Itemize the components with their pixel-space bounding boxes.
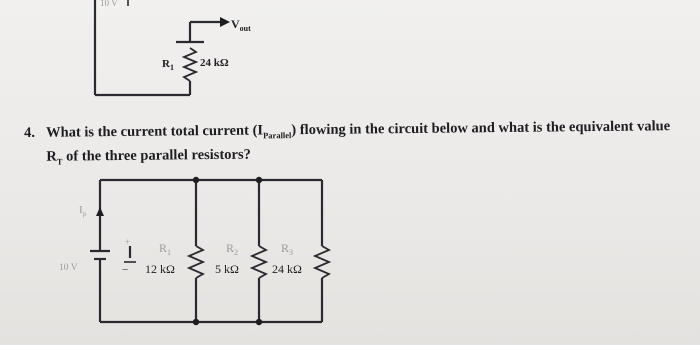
r1-top-value: 24 kΩ [200, 57, 229, 69]
top-node-1 [193, 177, 199, 183]
cropped-text: 10 V [100, 0, 118, 8]
current-arrow-icon [96, 207, 104, 216]
bottom-node-2 [256, 319, 262, 325]
resistor-r2 [252, 246, 266, 278]
top-circuit-fragment [95, 0, 251, 95]
r1-top-resistor [184, 48, 196, 81]
r1-top-label: $R_1$ [162, 58, 174, 72]
parallel-circuit [59, 177, 329, 325]
top-node-2 [256, 177, 262, 183]
bottom-node-1 [193, 319, 199, 325]
resistor-r3 [315, 246, 329, 278]
vout-arrow-icon [220, 17, 230, 27]
vout-label: $V_{out}$ [231, 17, 251, 33]
source-voltage-label: 10 V [59, 263, 78, 273]
resistor-r1 [189, 246, 203, 278]
r1-name: $R_1$ [159, 241, 172, 257]
r2-value: 5 kΩ [215, 262, 239, 276]
plus-sign: + [125, 237, 131, 247]
current-label: $I_p$ [79, 204, 87, 218]
r3-value: 24 kΩ [272, 262, 302, 276]
question-text: What is the current total current $(I_{Parallel})$ flowing in the circuit below and what is the equivalent value $R_T$ of the three parallel resistors? [46, 118, 671, 167]
minus-sign: − [122, 264, 129, 276]
r3-name: $R_3$ [281, 241, 294, 257]
question-number: 4. [24, 124, 36, 141]
r1-value: 12 kΩ [145, 262, 175, 276]
r2-name: $R_2$ [226, 241, 239, 257]
